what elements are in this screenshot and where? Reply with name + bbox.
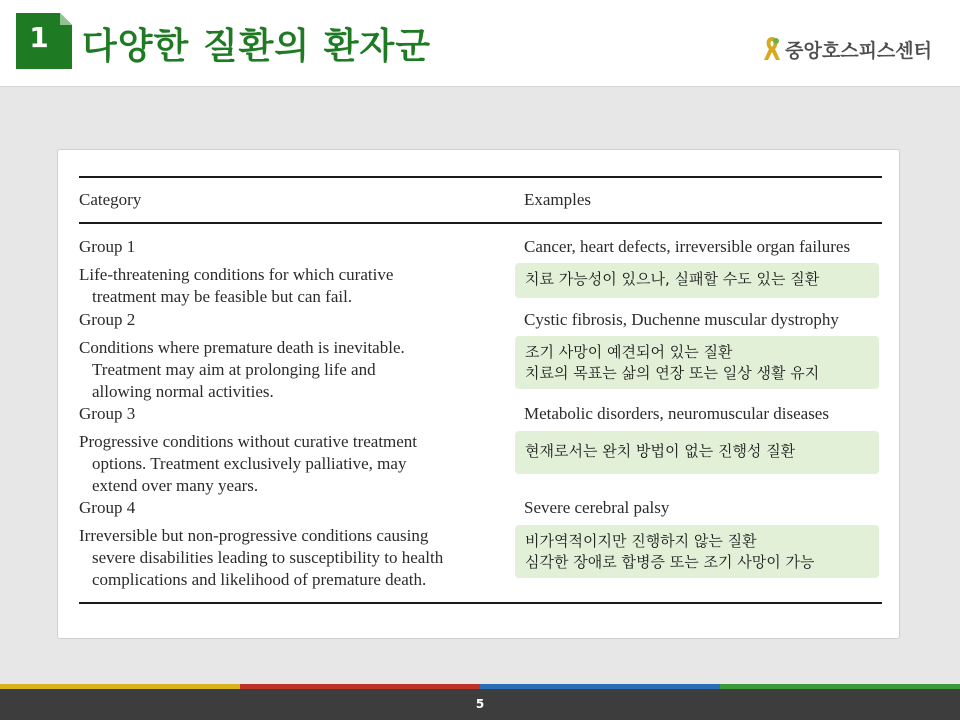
page-title: 다양한 질환의 환자군 — [82, 26, 432, 67]
group-4-description-line: Irreversible but non-progressive conditions causing — [79, 526, 429, 545]
group-1-description-line: Life-threatening conditions for which curative — [79, 265, 394, 284]
slide-footer — [0, 689, 960, 720]
korean-note-line: 치료 가능성이 있으나, 실패할 수도 있는 질환 — [525, 270, 820, 288]
korean-note-line: 치료의 목표는 삶의 연장 또는 일상 생활 유지 — [525, 364, 820, 382]
slide-header — [0, 0, 960, 87]
group-4-description-line: complications and likelihood of premature death. — [92, 570, 427, 589]
korean-note-line: 조기 사망이 예견되어 있는 질환 — [525, 343, 733, 361]
group-1-label: Group 1 — [79, 237, 136, 256]
group-3-description-line: options. Treatment exclusively palliative, may — [92, 454, 407, 473]
group-1-description-line: treatment may be feasible but can fail. — [92, 287, 353, 306]
group-1-korean-note — [515, 263, 879, 298]
table-header-rule — [79, 222, 882, 224]
group-4-description — [79, 525, 509, 591]
group-2-label: Group 2 — [79, 310, 136, 329]
table-top-rule — [79, 176, 882, 178]
group-2-description-line: Conditions where premature death is inevitable. — [79, 338, 405, 357]
group-1-description — [79, 264, 499, 308]
group-3-label: Group 3 — [79, 404, 136, 423]
table-card — [57, 149, 900, 639]
section-number-badge — [16, 13, 72, 69]
group-2-description — [79, 337, 499, 403]
group-4-label: Group 4 — [79, 498, 136, 517]
brand-logo — [761, 34, 932, 64]
page-number: 5 — [475, 697, 485, 711]
group-2-korean-note — [515, 336, 879, 389]
group-2-description-line: Treatment may aim at prolonging life and — [92, 360, 376, 379]
group-2-description-line: allowing normal activities. — [92, 382, 274, 401]
korean-note-line: 현재로서는 완치 방법이 없는 진행성 질환 — [525, 442, 796, 460]
group-1-example: Cancer, heart defects, irreversible organ failures — [524, 237, 851, 256]
group-3-korean-note — [515, 431, 879, 474]
korean-note-line: 비가역적이지만 진행하지 않는 질환 — [525, 532, 757, 550]
korean-note-line: 심각한 장애로 합병증 또는 조기 사망이 가능 — [525, 553, 815, 571]
group-4-example: Severe cerebral palsy — [524, 498, 670, 517]
column-header-examples: Examples — [524, 190, 592, 209]
brand-name: 중앙호스피스센터 — [785, 39, 932, 62]
section-number: 1 — [29, 21, 49, 54]
group-3-description-line: Progressive conditions without curative treatment — [79, 432, 418, 451]
group-3-description-line: extend over many years. — [92, 476, 259, 495]
column-header-category: Category — [79, 190, 142, 209]
group-4-description-line: severe disabilities leading to susceptibility to health — [92, 548, 444, 567]
group-2-example: Cystic fibrosis, Duchenne muscular dystrophy — [524, 310, 839, 329]
group-3-description — [79, 431, 499, 497]
ribbon-icon — [761, 35, 783, 63]
table-bottom-rule — [79, 602, 882, 604]
group-4-korean-note — [515, 525, 879, 578]
group-3-example: Metabolic disorders, neuromuscular diseases — [524, 404, 829, 423]
